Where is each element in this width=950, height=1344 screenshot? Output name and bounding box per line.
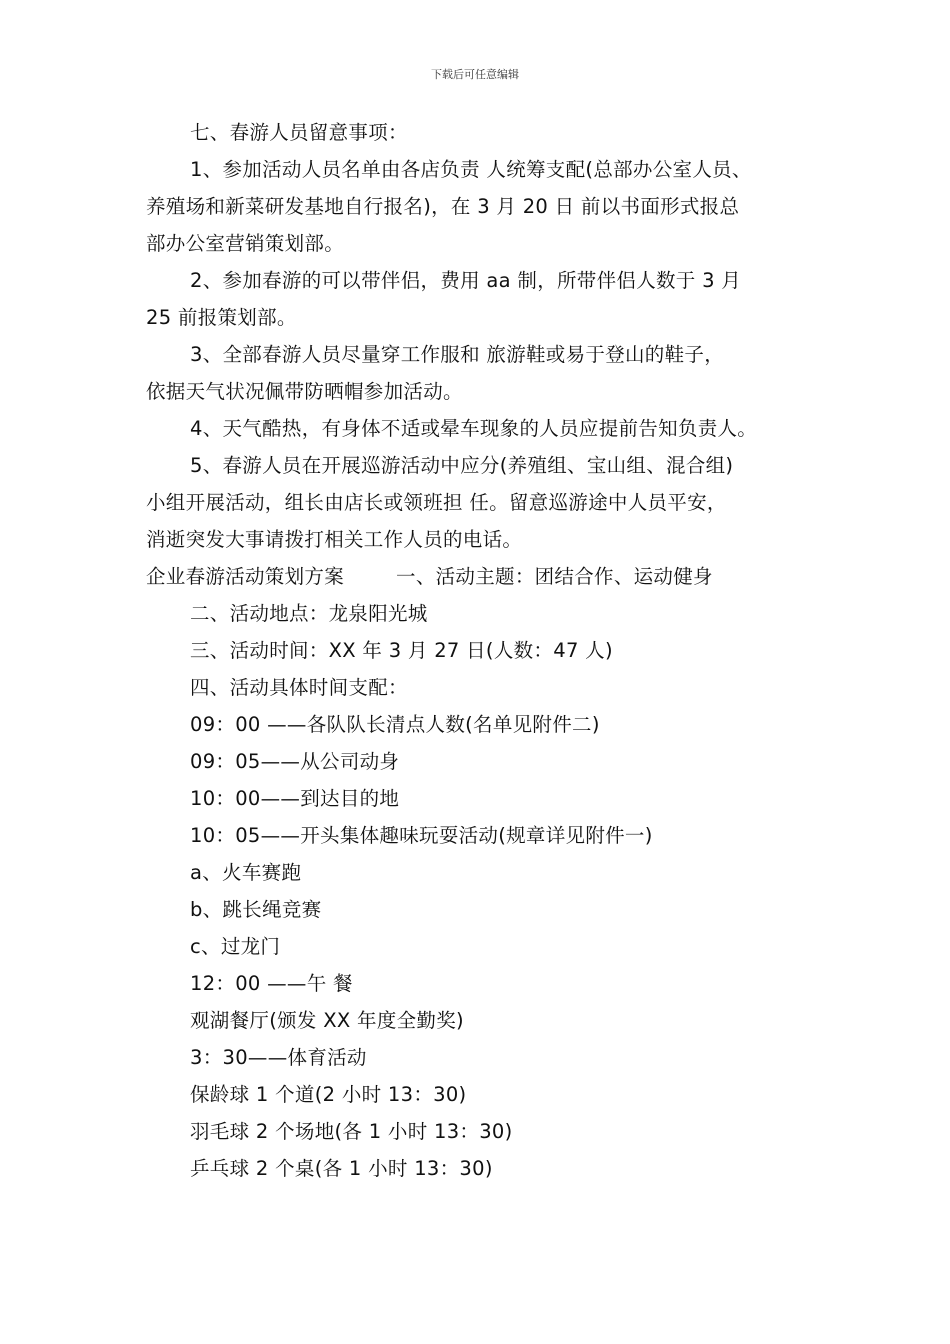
- paragraph-line: 3、全部春游人员尽量穿工作服和 旅游鞋或易于登山的鞋子，: [190, 343, 725, 366]
- list-item: 二、活动地点：龙泉阳光城: [190, 602, 428, 625]
- plan-title-line: [146, 558, 836, 595]
- schedule-item: 10：00——到达目的地: [190, 787, 400, 810]
- schedule-item: 09：05——从公司动身: [190, 750, 400, 773]
- paragraph-line: 5、春游人员在开展巡游活动中应分(养殖组、宝山组、混合组): [190, 454, 734, 477]
- paragraph-line: 部办公室营销策划部。: [146, 232, 345, 255]
- schedule-item: c、过龙门: [190, 935, 281, 958]
- paragraph-line: 2、参加春游的可以带伴侣，费用 aa 制，所带伴侣人数于 3 月: [190, 269, 742, 292]
- paragraph-line: 1、参加活动人员名单由各店负责 人统筹支配(总部办公室人员、: [190, 158, 752, 181]
- paragraph-line: 依据天气状况佩带防晒帽参加活动。: [146, 380, 463, 403]
- page-header: 下载后可任意编辑: [431, 68, 519, 81]
- paragraph-line: 25 前报策划部。: [146, 306, 297, 329]
- document-body: [146, 114, 836, 1187]
- paragraph-line: 小组开展活动，组长由店长或领班担 任。留意巡游途中人员平安，: [146, 491, 727, 514]
- plan-title: 企业春游活动策划方案: [146, 565, 345, 588]
- schedule-item: b、跳长绳竞赛: [190, 898, 322, 921]
- activity-theme: 一、活动主题：团结合作、运动健身: [396, 565, 713, 588]
- schedule-item: 观湖餐厅(颁发 XX 年度全勤奖): [190, 1009, 464, 1032]
- schedule-item: 09：00 ——各队队长清点人数(名单见附件二): [190, 713, 600, 736]
- paragraph-line: 消逝突发大事请拨打相关工作人员的电话。: [146, 528, 523, 551]
- paragraph-line: 4、天气酷热，有身体不适或晕车现象的人员应提前告知负责人。: [190, 417, 758, 440]
- paragraph-line: 养殖场和新菜研发基地自行报名)，在 3 月 20 日 前以书面形式报总: [146, 195, 740, 218]
- list-item: 三、活动时间：XX 年 3 月 27 日(人数：47 人): [190, 639, 613, 662]
- schedule-item: 乒乓球 2 个桌(各 1 小时 13：30): [190, 1157, 493, 1180]
- schedule-item: 12：00 ——午 餐: [190, 972, 353, 995]
- section-heading: 七、春游人员留意事项：: [190, 121, 408, 144]
- schedule-item: a、火车赛跑: [190, 861, 302, 884]
- schedule-item: 保龄球 1 个道(2 小时 13：30): [190, 1083, 467, 1106]
- schedule-item: 10：05——开头集体趣味玩耍活动(规章详见附件一): [190, 824, 653, 847]
- schedule-item: 3：30——体育活动: [190, 1046, 367, 1069]
- schedule-item: 羽毛球 2 个场地(各 1 小时 13：30): [190, 1120, 513, 1143]
- list-item: 四、活动具体时间支配：: [190, 676, 408, 699]
